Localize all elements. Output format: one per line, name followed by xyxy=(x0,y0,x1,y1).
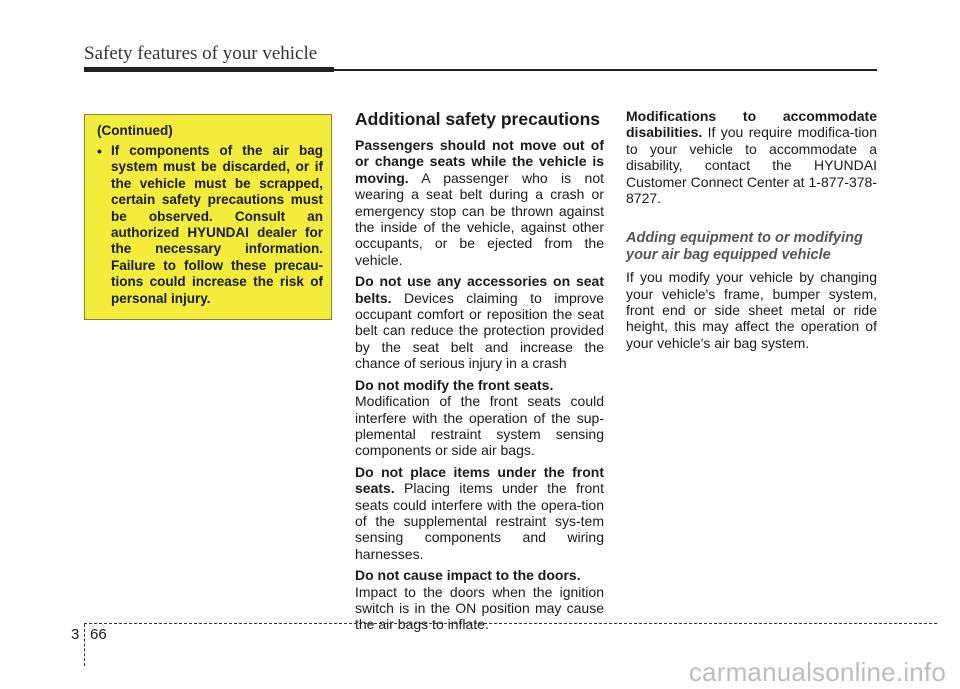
paragraph-lead: Do not use any accessories on seat belts. xyxy=(355,273,604,306)
paragraph-front-seats xyxy=(355,377,604,459)
paragraph-lead: Do not modify the front seats. xyxy=(355,376,554,393)
footer-divider xyxy=(84,624,85,666)
paragraph-lead: Do not cause impact to the doors. xyxy=(355,567,581,584)
paragraph-body: A passenger who is not wearing a seat belt during a crash or emergency stop can be thrown against the inside of the vehicle, against other occupants, or be ejected from the vehicle. xyxy=(355,169,604,268)
paragraph-body: Devices claiming to improve occupant comfort or reposition the seat belt can reduce the protection provided by the seat belt and increase the chance of serious injury in a crash xyxy=(355,289,604,372)
paragraph-passengers xyxy=(355,137,604,268)
section-title: Safety features of your vehicle xyxy=(84,43,318,64)
title-rule-extension xyxy=(334,69,877,71)
watermark: carmanualsonline.info xyxy=(688,657,946,687)
subheading: Adding equipment to or modifying your air bag equipped vehicle xyxy=(626,230,863,263)
warning-box xyxy=(84,114,332,320)
paragraph-body: Modification of the front seats could interfere with the operation of the sup-plemental restraint system sensing components or side air bags. xyxy=(355,393,604,459)
title-rule xyxy=(84,67,334,72)
paragraph-body: Placing items under the front seats could interfere with the opera-tion of the supplemental restraint sys-tem sensing components and wiring harnesses. xyxy=(355,480,604,562)
footer-rule xyxy=(84,623,937,624)
warning-bullet-row xyxy=(93,143,323,307)
paragraph-lead: Modifications to accommodate disabilities. xyxy=(626,108,877,141)
chapter-number: 3 xyxy=(71,626,80,643)
paragraph-accessories xyxy=(355,273,604,371)
section-heading: Additional safety precautions xyxy=(355,109,601,129)
paragraph-lead: Do not place items under the front seats. xyxy=(355,463,604,497)
right-column xyxy=(626,108,877,356)
warning-text: If components of the air bag system must be discarded, or if the vehicle must be scrapped, certain safety precautions must be observed. Consult an authorized HYUNDAI dealer for the necessary information. Failure to follow these precau-tions could increase the risk of personal injury. xyxy=(111,143,323,306)
page-number: 66 xyxy=(90,626,107,643)
paragraph-disabilities xyxy=(626,108,877,206)
paragraph-modify: If you modify your vehicle by changing your vehicle's frame, bumper system, front end or side sheet metal or ride height, this may affect the operation of your vehicle's air bag system. xyxy=(626,269,877,351)
paragraph-lead: Passengers should not move out of or change seats while the vehicle is moving. xyxy=(355,137,604,186)
paragraph-body: Impact to the doors when the ignition switch is in the ON position may cause the air bags to inflate. xyxy=(355,583,604,633)
warning-continued-label: (Continued) xyxy=(97,123,173,138)
middle-column xyxy=(355,108,604,638)
paragraph-under-seats xyxy=(355,464,604,562)
paragraph-body: If you require modifica-tion to your vehicle to accommodate a disability, contact the HYUNDAI Customer Connect Center at 1-877-378-8727. xyxy=(626,124,877,207)
bullet-icon: • xyxy=(97,143,102,159)
